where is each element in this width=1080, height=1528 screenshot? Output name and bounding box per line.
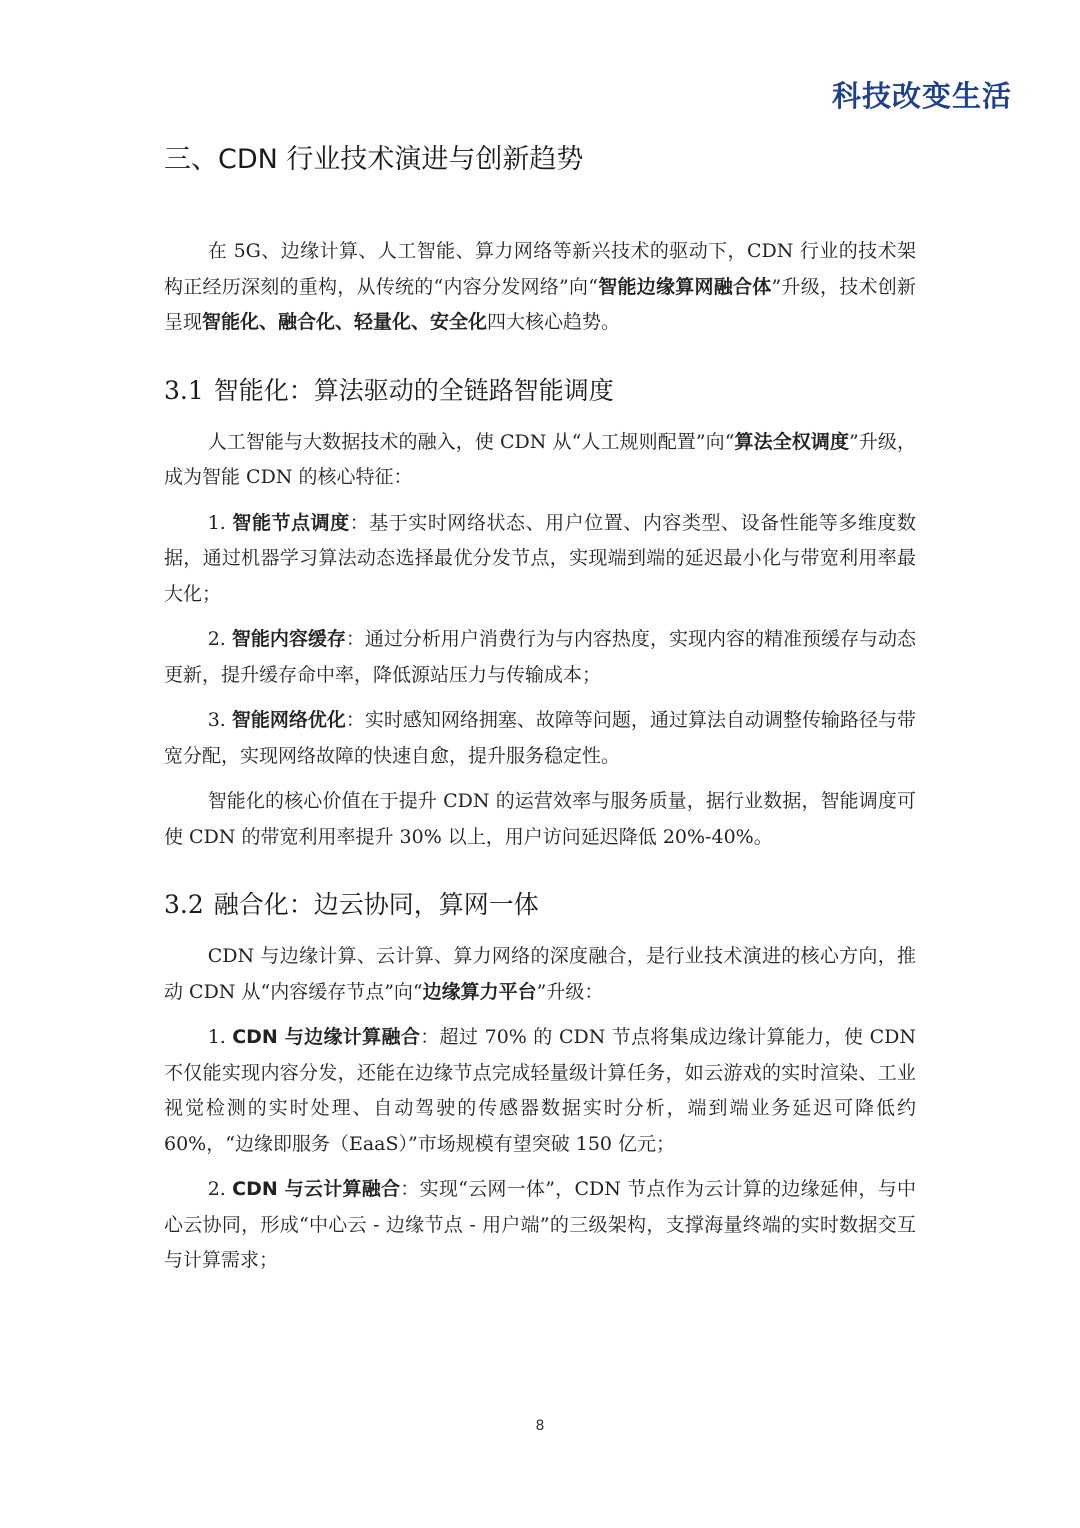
list-item: 2. 智能内容缓存：通过分析用户消费行为与内容热度，实现内容的精准预缓存与动态更新，提升缓存命中率，降低源站压力与传输成本；	[164, 628, 916, 686]
list-item: 2. CDN 与云计算融合：实现“云网一体”，CDN 节点作为云计算的边缘延伸，与中心云协同，形成“中心云 - 边缘节点 - 用户端”的三级架构，支撑海量终端的实时数据交互与计算需求；	[164, 1178, 917, 1271]
page-number: 8	[535, 1418, 545, 1434]
subsection-heading-3-2: 3.2 融合化：边云协同，算网一体	[164, 890, 539, 919]
list-item: 3. 智能网络优化：实时感知网络拥塞、故障等问题，通过算法自动调整传输路径与带宽分配，实现网络故障的快速自愈，提升服务稳定性。	[164, 709, 916, 767]
list-item: 1. CDN 与边缘计算融合：超过 70% 的 CDN 节点将集成边缘计算能力，使 CDN 不仅能实现内容分发，还能在边缘节点完成轻量级计算任务，如云游戏的实时渲染、工业视觉检测的实时处理、自动驾驶的传感器数据实时分析，端到端业务延迟可降低约 60%，“边缘即服务（EaaS）”市场规模有望突破 150 亿元；	[164, 1026, 916, 1155]
subsection-heading-3-1: 3.1 智能化：算法驱动的全链路智能调度	[164, 375, 614, 405]
brand-logo-text: 科技改变生活	[831, 79, 1012, 113]
section-title: 三、CDN 行业技术演进与创新趋势	[164, 144, 584, 175]
list-item: 1. 智能节点调度：基于实时网络状态、用户位置、内容类型、设备性能等多维度数据，通过机器学习算法动态选择最优分发节点，实现端到端的延迟最小化与带宽利用率最大化；	[164, 511, 916, 605]
section-intro-paragraph: 在 5G、边缘计算、人工智能、算力网络等新兴技术的驱动下，CDN 行业的技术架构正经历深刻的重构，从传统的“内容分发网络”向“智能边缘算网融合体”升级，技术创新呈现智能化、融合化、轻量化、安全化四大核心趋势。	[164, 240, 916, 333]
subsection-3-1-summary: 智能化的核心价值在于提升 CDN 的运营效率与服务质量，据行业数据，智能调度可使 CDN 的带宽利用率提升 30% 以上，用户访问延迟降低 20%-40%。	[164, 790, 916, 848]
subsection-3-2-intro: CDN 与边缘计算、云计算、算力网络的深度融合，是行业技术演进的核心方向，推动 CDN 从“内容缓存节点”向“边缘算力平台”升级：	[164, 945, 916, 1003]
subsection-3-1-intro: 人工智能与大数据技术的融入，使 CDN 从“人工规则配置”向“算法全权调度”升级，成为智能 CDN 的核心特征：	[164, 430, 916, 488]
document-body	[164, 140, 916, 1289]
